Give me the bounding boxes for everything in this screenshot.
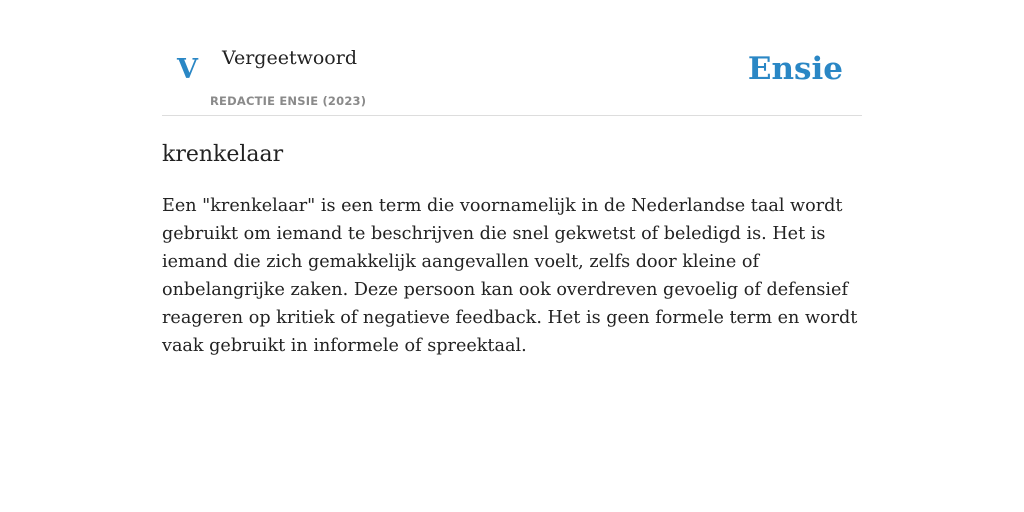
article: [162, 0, 862, 360]
entry-definition: Een "krenkelaar" is een term die voornamelijk in de Nederlandse taal wordt gebruikt om iemand te beschrijven die snel gekwetst of beledigd is. Het is iemand die zich gemakkelijk aangevallen voelt, zelfs door kleine of onbelangrijke zaken. Deze persoon kan ook overdreven gevoelig of defensief reageren op kritiek of negatieve feedback. Het is geen formele term en wordt vaak gebruikt in informele of spreektaal.: [162, 196, 858, 356]
ensie-logo[interactable]: Ensie: [747, 51, 843, 87]
author-byline: REDACTIE ENSIE (2023): [210, 94, 367, 108]
channel-logo[interactable]: V: [177, 54, 198, 85]
article-header: [162, 0, 862, 116]
entry-term: krenkelaar: [162, 142, 284, 167]
channel-title[interactable]: Vergeetwoord: [222, 47, 357, 69]
